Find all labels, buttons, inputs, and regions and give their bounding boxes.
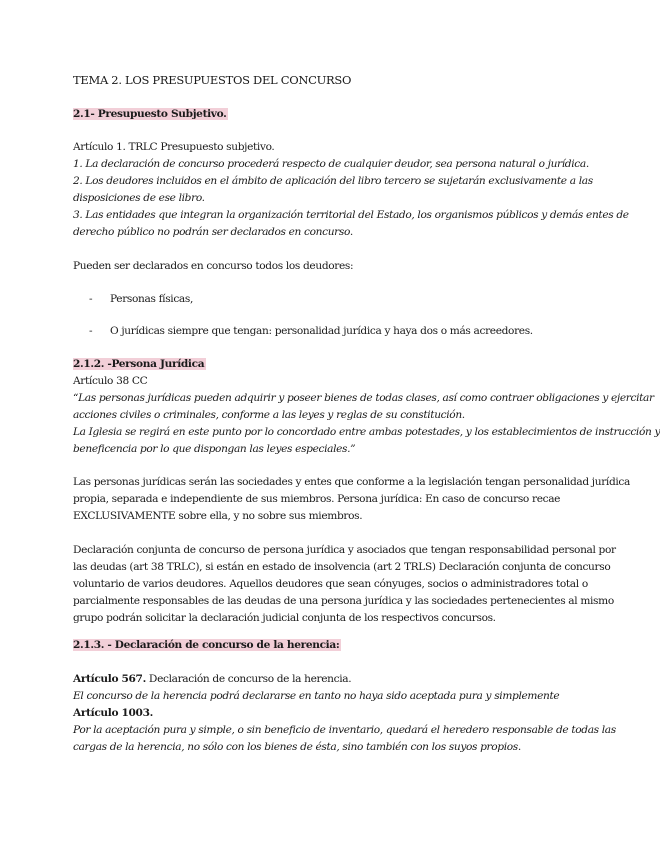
section-heading-persona-juridica: 2.1.2. -Persona Jurídica (73, 358, 205, 370)
article-line: El concurso de la herencia podrá declararse en tanto no haya sido aceptada pura y simplemente (73, 690, 560, 702)
list-item: O jurídicas siempre que tengan: personalidad jurídica y haya dos o más acreedores. (110, 325, 533, 337)
paragraph: Pueden ser declarados en concurso todos los deudores: (73, 260, 354, 272)
paragraph-line: parcialmente responsables de las deudas de una persona jurídica y las sociedades pertenecientes al mismo (73, 595, 614, 607)
bullet-dash: - (89, 293, 93, 305)
paragraph-line: Declaración conjunta de concurso de persona jurídica y asociados que tengan responsabilidad personal por (73, 544, 616, 556)
paragraph-line: propia, separada e independiente de sus miembros. Persona jurídica: En caso de concurso recae (73, 493, 561, 505)
page-title: TEMA 2. LOS PRESUPUESTOS DEL CONCURSO (73, 73, 352, 87)
article-line: 1. La declaración de concurso procederá respecto de cualquier deudor, sea persona natural o jurídica. (73, 158, 589, 170)
article-line: 3. Las entidades que integran la organización territorial del Estado, los organismos públicos y demás entes de (73, 209, 629, 221)
article-heading: Artículo 1003. (73, 707, 153, 719)
paragraph-line: EXCLUSIVAMENTE sobre ella, y no sobre sus miembros. (73, 510, 363, 522)
article-line: derecho público no podrán ser declarados en concurso. (73, 226, 353, 238)
list-item: Personas físicas, (110, 293, 193, 305)
paragraph-line: las deudas (art 38 TRLC), si están en estado de insolvencia (art 2 TRLS) Declaración conjunta de concurso (73, 561, 611, 573)
article-line: 2. Los deudores incluidos en el ámbito de aplicación del libro tercero se sujetarán exclusivamente a las (73, 175, 593, 187)
quote-line: acciones civiles o criminales, conforme a las leyes y reglas de su constitución. (73, 409, 465, 421)
paragraph-line: voluntario de varios deudores. Aquellos deudores que sean cónyuges, socios o administradores total o (73, 578, 588, 590)
quote-line: La Iglesia se regirá en este punto por lo concordado entre ambas potestades, y los establecimientos de instrucción y (73, 426, 660, 438)
paragraph-line: grupo podrán solicitar la declaración judicial conjunta de los respectivos concursos. (73, 612, 496, 624)
article-title: Artículo 38 CC (73, 375, 148, 387)
bullet-dash: - (89, 325, 93, 337)
section-heading-herencia: 2.1.3. - Declaración de concurso de la herencia: (73, 639, 340, 651)
paragraph-line: Las personas jurídicas serán las sociedades y entes que conforme a la legislación tengan personalidad jurídica (73, 476, 630, 488)
article-line: Por la aceptación pura y simple, o sin beneficio de inventario, quedará el heredero responsable de todas las (73, 724, 616, 736)
quote-line: “Las personas jurídicas pueden adquirir y poseer bienes de todas clases, así como contraer obligaciones y ejercitar (73, 392, 654, 404)
section-heading-subjetivo: 2.1- Presupuesto Subjetivo. (73, 108, 227, 120)
quote-line: beneficencia por lo que dispongan las leyes especiales.” (73, 443, 356, 455)
article-heading: Artículo 567. Declaración de concurso de la herencia. (73, 673, 352, 685)
article-title: Artículo 1. TRLC Presupuesto subjetivo. (73, 141, 275, 153)
article-line: cargas de la herencia, no sólo con los bienes de ésta, sino también con los suyos propios. (73, 741, 521, 753)
article-line: disposiciones de ese libro. (73, 192, 205, 204)
